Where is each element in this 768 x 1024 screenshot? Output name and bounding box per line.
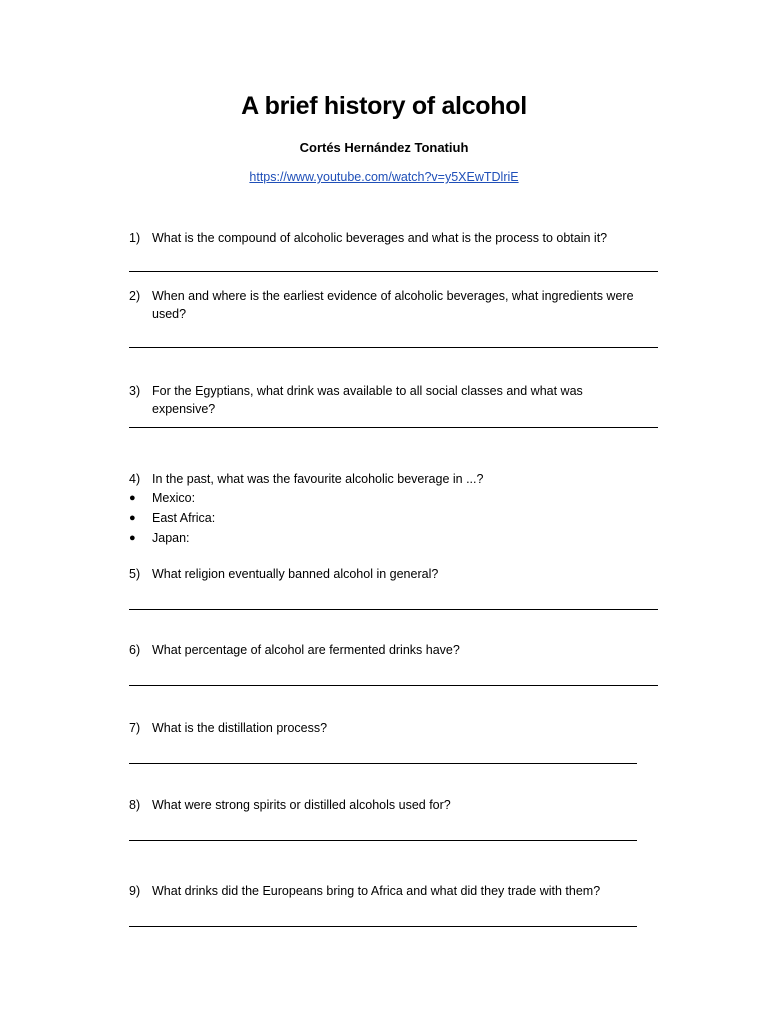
- video-link[interactable]: https://www.youtube.com/watch?v=y5XEwTDlriE: [249, 170, 519, 184]
- answer-line-6[interactable]: [129, 685, 658, 686]
- question-number: 5): [129, 567, 141, 581]
- question-3: [129, 382, 642, 418]
- list-item-label: East Africa:: [152, 511, 216, 525]
- page-title: A brief history of alcohol: [241, 92, 527, 120]
- question-number: 2): [129, 289, 141, 303]
- question-text: For the Egyptians, what drink was available to all social classes and what was expensive?: [152, 384, 583, 416]
- list-item-japan: [129, 528, 215, 548]
- question-text: What is the compound of alcoholic beverages and what is the process to obtain it?: [152, 231, 608, 245]
- question-number: 6): [129, 643, 141, 657]
- list-item-label: Mexico:: [152, 491, 196, 505]
- question-number: 9): [129, 884, 141, 898]
- bullet-icon: ●: [129, 512, 136, 524]
- question-text: When and where is the earliest evidence of alcoholic beverages, what ingredients were used?: [152, 289, 634, 321]
- video-link-container: [0, 170, 768, 184]
- question-6: [129, 641, 642, 659]
- list-item-label: Japan:: [152, 531, 190, 545]
- question-1: [129, 229, 642, 247]
- question-text: In the past, what was the favourite alcoholic beverage in ...?: [152, 472, 484, 486]
- question-8: [129, 796, 642, 814]
- question-text: What religion eventually banned alcohol in general?: [152, 567, 439, 581]
- list-item-mexico: [129, 488, 215, 508]
- answer-line-2[interactable]: [129, 347, 658, 348]
- author-name: Cortés Hernández Tonatiuh: [299, 140, 469, 155]
- question-number: 8): [129, 798, 141, 812]
- list-item-east-africa: [129, 508, 215, 528]
- question-number: 1): [129, 231, 141, 245]
- question-number: 7): [129, 721, 141, 735]
- bullet-icon: ●: [129, 492, 136, 504]
- answer-line-9[interactable]: [129, 926, 637, 927]
- answer-line-5[interactable]: [129, 609, 658, 610]
- question-text: What is the distillation process?: [152, 721, 328, 735]
- question-2: [129, 287, 642, 323]
- question-7: [129, 719, 642, 737]
- question-5: [129, 565, 642, 583]
- answer-line-8[interactable]: [129, 840, 637, 841]
- question-text: What drinks did the Europeans bring to Africa and what did they trade with them?: [152, 884, 601, 898]
- question-text: What percentage of alcohol are fermented drinks have?: [152, 643, 460, 657]
- answer-line-7[interactable]: [129, 763, 637, 764]
- question-text: What were strong spirits or distilled alcohols used for?: [152, 798, 451, 812]
- answer-line-1[interactable]: [129, 271, 658, 272]
- answer-line-3[interactable]: [129, 427, 658, 428]
- question-4: [129, 470, 642, 488]
- beverage-region-list: [129, 488, 215, 548]
- question-number: 3): [129, 384, 141, 398]
- bullet-icon: ●: [129, 532, 136, 544]
- question-9: [129, 882, 642, 900]
- question-number: 4): [129, 472, 141, 486]
